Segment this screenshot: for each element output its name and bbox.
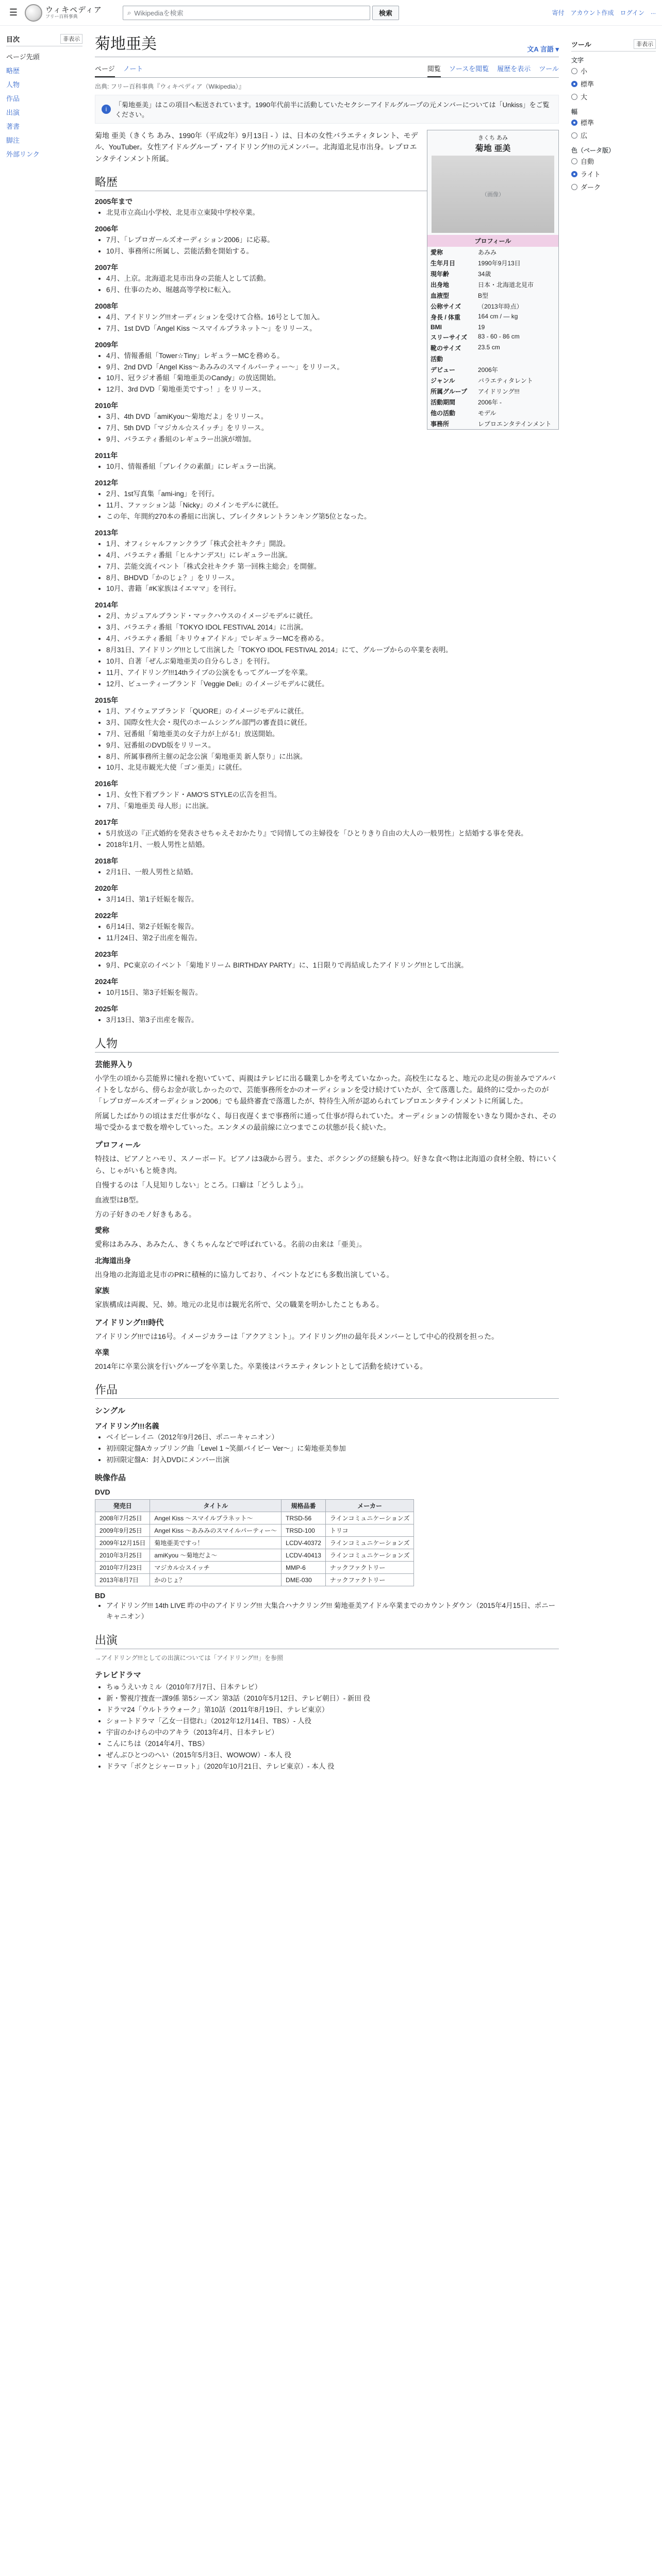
hatnote <box>95 95 559 124</box>
career-item: • 2月1日、一般人男性と結婚。 <box>106 867 559 878</box>
toc-item-books[interactable]: 著書 <box>6 123 20 130</box>
infobox-value: モデル <box>478 410 496 417</box>
career-year-list <box>95 706 559 774</box>
career-item: • 2月、カジュアルブランド・マックハウスのイメージモデルに就任。 <box>106 611 559 622</box>
works-video-heading: 映像作品 <box>95 1473 126 1483</box>
career-item: • 3月13日、第3子出産を報告。 <box>106 1015 559 1026</box>
infobox-key: 靴のサイズ <box>431 345 461 352</box>
person-paragraph: 2014年に卒業公演を行いグループを卒業した。卒業後はバラエティタレントとして活動を続けている。 <box>95 1362 427 1370</box>
infobox-value: 2006年 <box>478 366 498 374</box>
career-year: 2008年 <box>95 301 119 310</box>
infobox-row <box>427 279 558 290</box>
person-paragraph: 愛称はあみみ、あみたん、きくちゃんなどで呼ばれている。名前の由来は「亜美」。 <box>95 1240 367 1249</box>
infobox-row <box>427 258 558 268</box>
source-note: 出典: フリー百科事典『ウィキペディア（Wikipedia）』 <box>95 83 245 90</box>
appearances-note: →アイドリング!!!としての出演については「アイドリング!!!」を参照 <box>95 1654 284 1662</box>
search-area <box>123 6 399 20</box>
single-item: • ベイビーレイニ（2012年9月26日、ポニーキャニオン） <box>106 1432 559 1443</box>
infobox-row <box>427 332 558 343</box>
infobox-key: 所属グループ <box>431 388 468 395</box>
person-paragraph: 特技は、ピアノとハモリ、スノーボード。ピアノは3歳から習う。また、ボクシングの経験も持つ。好きな食べ物は北海道の食材全般、特にいくら、じゃがいもと焼き肉。 <box>95 1155 558 1175</box>
tools-group-label: 幅 <box>571 108 578 115</box>
career-item: • 7月、「レプロガールズオーディション2006」に応募。 <box>106 235 559 246</box>
career-year-list <box>95 922 559 944</box>
dvd-cell: LCDV-40413 <box>282 1549 326 1562</box>
infobox-value: バラエティタレント <box>478 377 533 384</box>
radio-dot-icon[interactable] <box>571 94 577 100</box>
career-item: • 12月、3rd DVD「菊地亜美ですっ！」をリリース。 <box>106 384 559 395</box>
logo[interactable] <box>25 4 107 22</box>
infobox-key: BMI <box>431 324 442 331</box>
infobox-key: 愛称 <box>431 249 443 256</box>
tab-tools[interactable]: ツール <box>539 65 559 73</box>
tools-radio-label: 標準 <box>581 119 594 127</box>
career-item: • 10月、北見市観光大使「ゴン亜美」に就任。 <box>106 762 559 773</box>
career-year: 2025年 <box>95 1004 119 1013</box>
tv-drama-item: • ちゅうえいカミル（2010年7月7日、日本テレビ） <box>106 1682 559 1693</box>
dvd-cell: Angel Kiss ～スマイルプラネット～ <box>150 1512 282 1524</box>
tools-header <box>571 37 656 52</box>
infobox-value: B型 <box>478 292 489 299</box>
career-year-list <box>95 539 559 595</box>
career-year: 2017年 <box>95 818 119 827</box>
infobox-value: 83 - 60 - 86 cm <box>478 333 520 340</box>
bd-item: • アイドリング!!! 14th LIVE 昨の中のアイドリング!!! 大集合ハナクリング!!! 菊地亜美アイドル卒業までのカウントダウン（2015年4月15日、ポニーキャニオン） <box>106 1601 559 1622</box>
tools-radio-label: ライト <box>581 171 601 178</box>
dvd-cell: マジカル☆スイッチ <box>150 1562 282 1574</box>
toc-item-career[interactable]: 略歴 <box>6 67 20 75</box>
login-link[interactable]: ログイン <box>620 9 644 16</box>
search-icon: ⌕ <box>127 8 131 16</box>
create-account-link[interactable]: アカウント作成 <box>570 9 614 16</box>
career-item: • 7月、1st DVD「Angel Kiss ～スマイルプラネット～」をリリース。 <box>106 324 559 334</box>
toc-sidebar <box>0 26 87 1775</box>
main-content <box>87 26 567 1775</box>
career-year: 2014年 <box>95 601 119 609</box>
singles-list <box>95 1432 559 1466</box>
career-item: • 9月、2nd DVD「Angel Kiss～あみみのスマイルパーティー～」をリリース。 <box>106 362 559 373</box>
dvd-cell: 2013年8月7日 <box>95 1574 150 1586</box>
infobox-value: 19 <box>478 324 485 331</box>
career-year: 2010年 <box>95 401 119 410</box>
tools-radio-option[interactable] <box>571 64 656 77</box>
career-item: • 10月、情報番組「ブレイクの素顔」にレギュラー出演。 <box>106 462 559 472</box>
career-year-list <box>95 960 559 971</box>
career-item: • 6月、仕事のため、堀越高等学校に転入。 <box>106 285 559 296</box>
infobox-key: 事務所 <box>431 420 450 428</box>
infobox <box>427 130 559 430</box>
infobox-value: 34歳 <box>478 270 491 278</box>
dvd-cell: ナックファクトリー <box>325 1562 414 1574</box>
career-year: 2022年 <box>95 911 119 920</box>
works-single-heading: シングル <box>95 1406 125 1416</box>
tab-view-source[interactable]: ソースを閲覧 <box>449 65 489 73</box>
career-item: • 8月31日、アイドリング!!!として出演した「TOKYO IDOL FESTIVAL 2014」にて、グループからの卒業を表明。 <box>106 645 559 656</box>
radio-dot-icon[interactable] <box>571 120 577 126</box>
tools-groups <box>571 56 656 193</box>
tab-page[interactable]: ページ <box>95 60 115 77</box>
career-year: 2018年 <box>95 857 119 866</box>
infobox-row <box>427 301 558 312</box>
career-year: 2016年 <box>95 779 119 788</box>
dvd-cell: 2009年9月25日 <box>95 1524 150 1537</box>
radio-dot-icon[interactable] <box>571 81 577 87</box>
dvd-cell: 2008年7月25日 <box>95 1512 150 1524</box>
career-item: • この年、年間約270本の番組に出演し、ブレイクタレントランキング第5位となった。 <box>106 512 559 522</box>
infobox-value: 1990年9月13日 <box>478 260 521 267</box>
career-item: • 10月、事務所に所属し、芸能活動を開始する。 <box>106 246 559 257</box>
career-item: • 2月、1st写真集「ami-ing」を刊行。 <box>106 489 559 500</box>
tv-drama-item: • ぜんぶひとつのへい（2015年5月3日、WOWOW）- 本人 役 <box>106 1750 559 1761</box>
dvd-cell: amiKyou ～菊地だよ～ <box>150 1549 282 1562</box>
dvd-cell: 2009年12月15日 <box>95 1537 150 1549</box>
career-item: • 10月、書籍「#K家族はイエママ」を刊行。 <box>106 584 559 595</box>
career-year-list <box>95 611 559 689</box>
career-item: • 3月、バラエティ番組「TOKYO IDOL FESTIVAL 2014」に出演。 <box>106 622 559 633</box>
career-year-list <box>95 790 559 812</box>
person-sub-idoling: アイドリング!!!時代 <box>95 1318 164 1327</box>
dvd-column-header: 発売日 <box>95 1500 150 1512</box>
radio-dot-icon[interactable] <box>571 158 577 164</box>
dvd-cell: 2010年3月25日 <box>95 1549 150 1562</box>
career-item: • 1月、女性下着ブランド・AMO'S STYLEの広告を担当。 <box>106 790 559 801</box>
career-item: • 5月放送の『正式婚約を発表させちゃえそおかたり』で同情しての主婦役を「ひとりきり自由の大人の一般男性」と結婚する事を発表。 <box>106 828 559 839</box>
works-group-heading: アイドリング!!!名義 <box>95 1422 159 1431</box>
tools-radio-label: 大 <box>581 93 588 101</box>
page-tabs <box>95 60 559 78</box>
bd-list <box>95 1601 559 1622</box>
toc-item-appearances[interactable]: 出演 <box>6 109 20 116</box>
infobox-row <box>427 418 558 429</box>
radio-dot-icon[interactable] <box>571 132 577 139</box>
career-year-list <box>95 1015 559 1026</box>
tools-radio-option[interactable] <box>571 155 656 167</box>
single-item: • 初回限定盤Aカップリング曲「Level 1 ~笑顔バイビー Ver～」に菊地亜美参加 <box>106 1444 559 1454</box>
career-item: • 8月、所属事務所主催の記念公演「菊地亜美 新人祭り」に出演。 <box>106 752 559 762</box>
user-links <box>552 8 656 17</box>
header <box>0 0 662 26</box>
career-year: 2023年 <box>95 950 119 958</box>
tools-hide-button[interactable]: 非表示 <box>634 39 656 49</box>
career-item: • 9月、PC東京のイベント「菊地ドリーム BIRTHDAY PARTY」に、1日限りで再結成したアイドリング!!!として出演。 <box>106 960 559 971</box>
career-year: 2009年 <box>95 340 119 349</box>
dvd-row <box>95 1574 414 1586</box>
career-year-list <box>95 867 559 878</box>
infobox-name: 菊地 亜美 <box>475 144 511 153</box>
dvd-cell: かのじょ？ <box>150 1574 282 1586</box>
appearances-heading: 出演 <box>95 1632 559 1649</box>
tools-radio-option[interactable] <box>571 129 656 142</box>
career-item: • 3月14日、第1子妊娠を報告。 <box>106 894 559 905</box>
career-item: • 10月15日、第3子妊娠を報告。 <box>106 988 559 998</box>
career-year-list <box>95 462 559 472</box>
career-item: • 4月、バラエティ番組「ヒルナンデス!」にレギュラー出演。 <box>106 550 559 561</box>
info-icon: i <box>102 105 111 114</box>
infobox-photo[interactable]: （画像） <box>432 156 554 233</box>
language-button[interactable]: 文A 言語 ▾ <box>527 45 559 53</box>
career-year: 2006年 <box>95 225 119 233</box>
career-item: • 11月、アイドリング!!!14thライブの公演をもってグループを卒業。 <box>106 668 559 679</box>
career-item: • 3月、国際女性大会・現代のホームシングル部門の審査員に就任。 <box>106 718 559 728</box>
infobox-row <box>427 290 558 301</box>
dvd-table <box>95 1499 414 1586</box>
infobox-value: 23.5 cm <box>478 344 500 351</box>
radio-dot-icon[interactable] <box>571 68 577 74</box>
infobox-key: 活動 <box>431 355 443 363</box>
tools-group-label: 文字 <box>571 57 584 64</box>
career-item: • 12月、ビューティーブランド「Veggie Deli」のイメージモデルに就任。 <box>106 679 559 690</box>
person-paragraph: アイドリング!!!では16号。イメージカラーは「アクアミント」。アイドリング!!!の最年長メンバーとして中心的役割を担った。 <box>95 1332 499 1341</box>
infobox-key: 公称サイズ <box>431 303 461 310</box>
career-year-list <box>95 894 559 905</box>
career-year-list <box>95 828 559 851</box>
dvd-cell: ラインコミュニケーションズ <box>325 1512 414 1524</box>
tab-talk[interactable]: ノート <box>123 65 143 73</box>
person-sub-hokkaido: 北海道出身 <box>95 1256 131 1265</box>
infobox-key: 身長 / 体重 <box>431 314 461 321</box>
toc-item-works[interactable]: 作品 <box>6 95 20 103</box>
donate-link[interactable]: 寄付 <box>552 9 565 16</box>
tools-radio-label: 標準 <box>581 80 594 88</box>
works-heading: 作品 <box>95 1381 559 1399</box>
infobox-value: 日本・北海道北見市 <box>478 281 534 289</box>
tools-radio-option[interactable] <box>571 90 656 103</box>
infobox-header: プロフィール <box>427 235 558 247</box>
tv-drama-item: • ドラマ24「ウルトラウォーク」第10話（2011年8月19日、テレビ東京） <box>106 1705 559 1716</box>
toc-item-person[interactable]: 人物 <box>6 81 20 89</box>
infobox-row <box>427 397 558 408</box>
logo-title: ウィキペディア <box>45 5 102 15</box>
career-year: 2013年 <box>95 528 119 537</box>
infobox-value <box>475 353 558 364</box>
infobox-row <box>427 312 558 323</box>
dvd-row <box>95 1549 414 1562</box>
tools-group-label: 色（ベータ版） <box>571 147 615 154</box>
career-year: 2015年 <box>95 696 119 704</box>
search-button[interactable]: 検索 <box>372 6 399 20</box>
dvd-cell: トリコ <box>325 1524 414 1537</box>
infobox-row <box>427 247 558 258</box>
person-paragraph: 家族構成は両親、兄、姉。地元の北見市は観光名所で、父の職業を明かしたこともある。 <box>95 1300 384 1309</box>
lead-paragraph: 菊地 亜美（きくち あみ、1990年（平成2年）9月13日 - ）は、日本の女性バラエティタレント、モデル、YouTuber。女性アイドルグループ・アイドリング!!!の元メンバー。北海道北見市出身。レプロエンタテインメント所属。 <box>95 131 418 163</box>
dvd-heading: DVD <box>95 1488 110 1497</box>
person-sub-graduation: 卒業 <box>95 1348 109 1357</box>
dvd-cell: ナックファクトリー <box>325 1574 414 1586</box>
tab-history[interactable]: 履歴を表示 <box>497 65 531 73</box>
person-sub-profile: プロフィール <box>95 1141 141 1150</box>
toc-item-top[interactable]: ページ先頭 <box>6 53 40 61</box>
page-title: 菊地亜美 <box>95 36 157 53</box>
infobox-row <box>427 323 558 332</box>
career-year: 2012年 <box>95 479 119 487</box>
person-paragraph: 所属したばかりの頃はまだ仕事がなく、毎日夜遅くまで事務所に通って仕事が得られていた。オーディションの情報をいきなり聞かされ、その場で受かるまで数を増やしていった。エンタメの最前線に立つまでこの状態が長く続いた。 <box>95 1111 557 1132</box>
person-paragraph: 出身地の北海道北見市のPRに積極的に協力しており、イベントなどにも多数出演している。 <box>95 1270 394 1279</box>
infobox-key: ジャンル <box>431 377 455 384</box>
career-item: • 7月、5th DVD「マジカル☆スイッチ」をリリース。 <box>106 423 559 434</box>
wikipedia-globe-icon <box>25 4 42 22</box>
infobox-row <box>427 386 558 397</box>
search-input[interactable] <box>123 6 370 20</box>
career-item: • 9月、バラエティ番組のレギュラー出演が増加。 <box>106 434 559 445</box>
dvd-cell: ラインコミュニケーションズ <box>325 1549 414 1562</box>
toc-item-notes[interactable]: 脚注 <box>6 137 20 144</box>
search-placeholder: Wikipediaを検索 <box>134 9 184 17</box>
toc-header <box>6 32 82 46</box>
infobox-value: レプロエンタテインメント <box>478 420 552 428</box>
career-item: • 10月、冠ラジオ番組「菊地亜美のCandy」の放送開始。 <box>106 373 559 384</box>
toc-item-external[interactable]: 外部リンク <box>6 150 40 158</box>
person-paragraph: 小学生の頃から芸能界に憧れを抱いていて、両親はテレビに出る職業しかを考えていなかった。高校生になると、地元の北見の街並みでアルバイトをしながら、傍らお金が欲しかったので、芸能事務所をかのオーディションを受け続けていたが、全て落選した。最終的に受かったのが「レプロガールズオーディション2006」でも最終審査で落選したが、特待生入所が認められてレプロエンタテインメントに所属した。 <box>95 1074 556 1106</box>
career-year: 2007年 <box>95 263 119 272</box>
career-item: • 9月、冠番組のDVD版をリリース。 <box>106 740 559 751</box>
tools-radio-label: 小 <box>581 67 588 75</box>
infobox-key: 現年齢 <box>431 270 450 278</box>
person-paragraph: 自慢するのは「人見知りしない」ところ。口癖は「どうしよう」。 <box>95 1181 308 1190</box>
dvd-row <box>95 1512 414 1524</box>
career-year-list <box>95 988 559 998</box>
more-icon[interactable]: ... <box>650 8 656 15</box>
person-sub-nickname: 愛称 <box>95 1226 109 1235</box>
infobox-key: 生年月日 <box>431 260 456 267</box>
infobox-row <box>427 375 558 386</box>
dvd-cell: TRSD-100 <box>282 1524 326 1537</box>
hatnote-text: 「菊地亜美」はこの項目へ転送されています。1990年代前半に活動していたセクシーアイドルグループの元メンバーについては「Unkiss」をご覧ください。 <box>115 101 550 118</box>
career-item: • 11月24日、第2子出産を報告。 <box>106 933 559 944</box>
infobox-key: スリーサイズ <box>431 334 468 341</box>
dvd-column-header: 規格品番 <box>282 1500 326 1512</box>
dvd-cell: Angel Kiss ～あみみのスマイルパーティー～ <box>150 1524 282 1537</box>
dvd-cell: 菊地亜美ですっ！ <box>150 1537 282 1549</box>
dvd-cell: DME-030 <box>282 1574 326 1586</box>
infobox-value: アイドリング!!! <box>478 388 520 395</box>
toc-title: 目次 <box>6 36 20 43</box>
career-item: • 6月14日、第2子妊娠を報告。 <box>106 922 559 933</box>
tools-radio-label: 広 <box>581 132 588 140</box>
person-sub-family: 家族 <box>95 1286 109 1295</box>
infobox-row <box>427 408 558 418</box>
dvd-row <box>95 1524 414 1537</box>
infobox-key: 血液型 <box>431 292 450 299</box>
person-paragraph: 血液型はB型。 <box>95 1195 143 1204</box>
career-item: • 4月、アイドリング!!!オーディションを受けて合格。16号として加入。 <box>106 312 559 323</box>
infobox-key: 他の活動 <box>431 410 456 417</box>
dvd-column-header: タイトル <box>150 1500 282 1512</box>
dvd-column-header: メーカー <box>325 1500 414 1512</box>
dvd-cell: LCDV-40372 <box>282 1537 326 1549</box>
infobox-value: 2006年 - <box>478 399 502 406</box>
infobox-key: 出身地 <box>431 281 450 289</box>
career-item: • 3月、4th DVD「amiKyou～菊地だよ」をリリース。 <box>106 412 559 422</box>
tab-read[interactable]: 閲覧 <box>427 60 441 77</box>
career-heading: 略歴 <box>95 174 559 191</box>
career-item: • 2018年1月、一般人男性と結婚。 <box>106 840 559 851</box>
person-sub-entry: 芸能界入り <box>95 1060 134 1069</box>
person-paragraph: 方の子好きのモノ好きもある。 <box>95 1210 196 1219</box>
infobox-value: 164 cm / ― kg <box>478 313 518 320</box>
career-year-list <box>95 489 559 522</box>
menu-icon[interactable]: ☰ <box>9 7 18 18</box>
logo-subtitle: フリー百科事典 <box>45 13 78 19</box>
career-item: • 1月、オフィシャルファンクラブ「株式会社キクチ」開設。 <box>106 539 559 550</box>
infobox-key: デビュー <box>431 366 456 374</box>
tv-drama-item: • ドラマ「ボクとシャーロット」（2020年10月21日、テレビ東京）- 本人 役 <box>106 1761 559 1772</box>
dvd-cell: TRSD-56 <box>282 1512 326 1524</box>
tools-radio-label: ダーク <box>581 183 601 191</box>
tools-radio-option[interactable] <box>571 77 656 90</box>
career-year: 2005年まで <box>95 197 133 206</box>
infobox-key: 活動期間 <box>431 399 456 406</box>
tv-drama-item: • 宇宙のかけらの中のアキラ（2013年4月、日本テレビ） <box>106 1727 559 1738</box>
tools-title: ツール <box>571 41 591 48</box>
tv-drama-item: • ショートドラマ「乙女一目惚れ」（2012年12月14日、TBS）- 人役 <box>106 1716 559 1727</box>
tools-panel <box>567 26 662 1775</box>
radio-dot-icon[interactable] <box>571 184 577 190</box>
tv-drama-list <box>95 1682 559 1772</box>
tools-radio-option[interactable] <box>571 116 656 129</box>
dvd-cell: 2010年7月23日 <box>95 1562 150 1574</box>
career-item: • 8月、BHDVD「かのじょ？」をリリース。 <box>106 573 559 584</box>
tv-drama-item: • こんにちは（2014年4月、TBS） <box>106 1739 559 1750</box>
infobox-row <box>427 353 558 364</box>
tools-radio-option[interactable] <box>571 167 656 180</box>
career-item: • 7月、芸能交流イベント「株式会社キクチ 第一回株主総会」を開催。 <box>106 562 559 572</box>
dvd-cell: MMP-6 <box>282 1562 326 1574</box>
single-item: • 初回限定盤A：封入DVDにメンバー出演 <box>106 1455 559 1466</box>
person-heading: 人物 <box>95 1035 559 1053</box>
career-year: 2020年 <box>95 884 119 892</box>
career-item: • 1月、アイウェアブランド「QUORE」のイメージモデルに就任。 <box>106 706 559 717</box>
bd-heading: BD <box>95 1591 106 1600</box>
tools-radio-label: 自動 <box>581 158 594 165</box>
infobox-value: あみみ <box>478 249 497 256</box>
infobox-table <box>427 247 558 429</box>
infobox-value: （2013年時点） <box>478 303 523 310</box>
infobox-row <box>427 343 558 353</box>
dvd-row <box>95 1562 414 1574</box>
career-year: 2024年 <box>95 977 119 986</box>
career-item: • 10月、自著「ぜんぶ菊地亜美の自分らしさ」を刊行。 <box>106 656 559 667</box>
career-item: • 11月、ファッション誌「Nicky」のメインモデルに就任。 <box>106 500 559 511</box>
toc-hide-button[interactable]: 非表示 <box>60 34 82 44</box>
infobox-kana: きくち あみ <box>477 135 508 141</box>
career-item: • 7月、冠番組「菊地亜美の女子力が上がる!」放送開始。 <box>106 729 559 740</box>
dvd-row <box>95 1537 414 1549</box>
career-item: • 7月、「菊地亜美 母人形」に出演。 <box>106 801 559 812</box>
career-year: 2011年 <box>95 451 118 460</box>
career-item: • 北見市立高山小学校、北見市立東陵中学校卒業。 <box>106 208 559 218</box>
infobox-row <box>427 268 558 279</box>
radio-dot-icon[interactable] <box>571 171 577 177</box>
career-item: • 4月、情報番組「Tower☆Tiny」レギュラーMCを務める。 <box>106 351 559 362</box>
career-item: • 4月、バラエティ番組「キリウォアイドル」でレギュラーMCを務める。 <box>106 634 559 645</box>
tools-radio-option[interactable] <box>571 180 656 193</box>
tv-drama-heading: テレビドラマ <box>95 1671 141 1680</box>
tv-drama-item: • 新・警視庁捜査一課9係 第5シーズン 第3話（2010年5月12日、テレビ朝日）- 新田 役 <box>106 1693 559 1704</box>
infobox-row <box>427 364 558 375</box>
dvd-cell: ラインコミュニケーションズ <box>325 1537 414 1549</box>
career-item: • 4月、上京。北海道北見市出身の芸能人として活動。 <box>106 274 559 284</box>
